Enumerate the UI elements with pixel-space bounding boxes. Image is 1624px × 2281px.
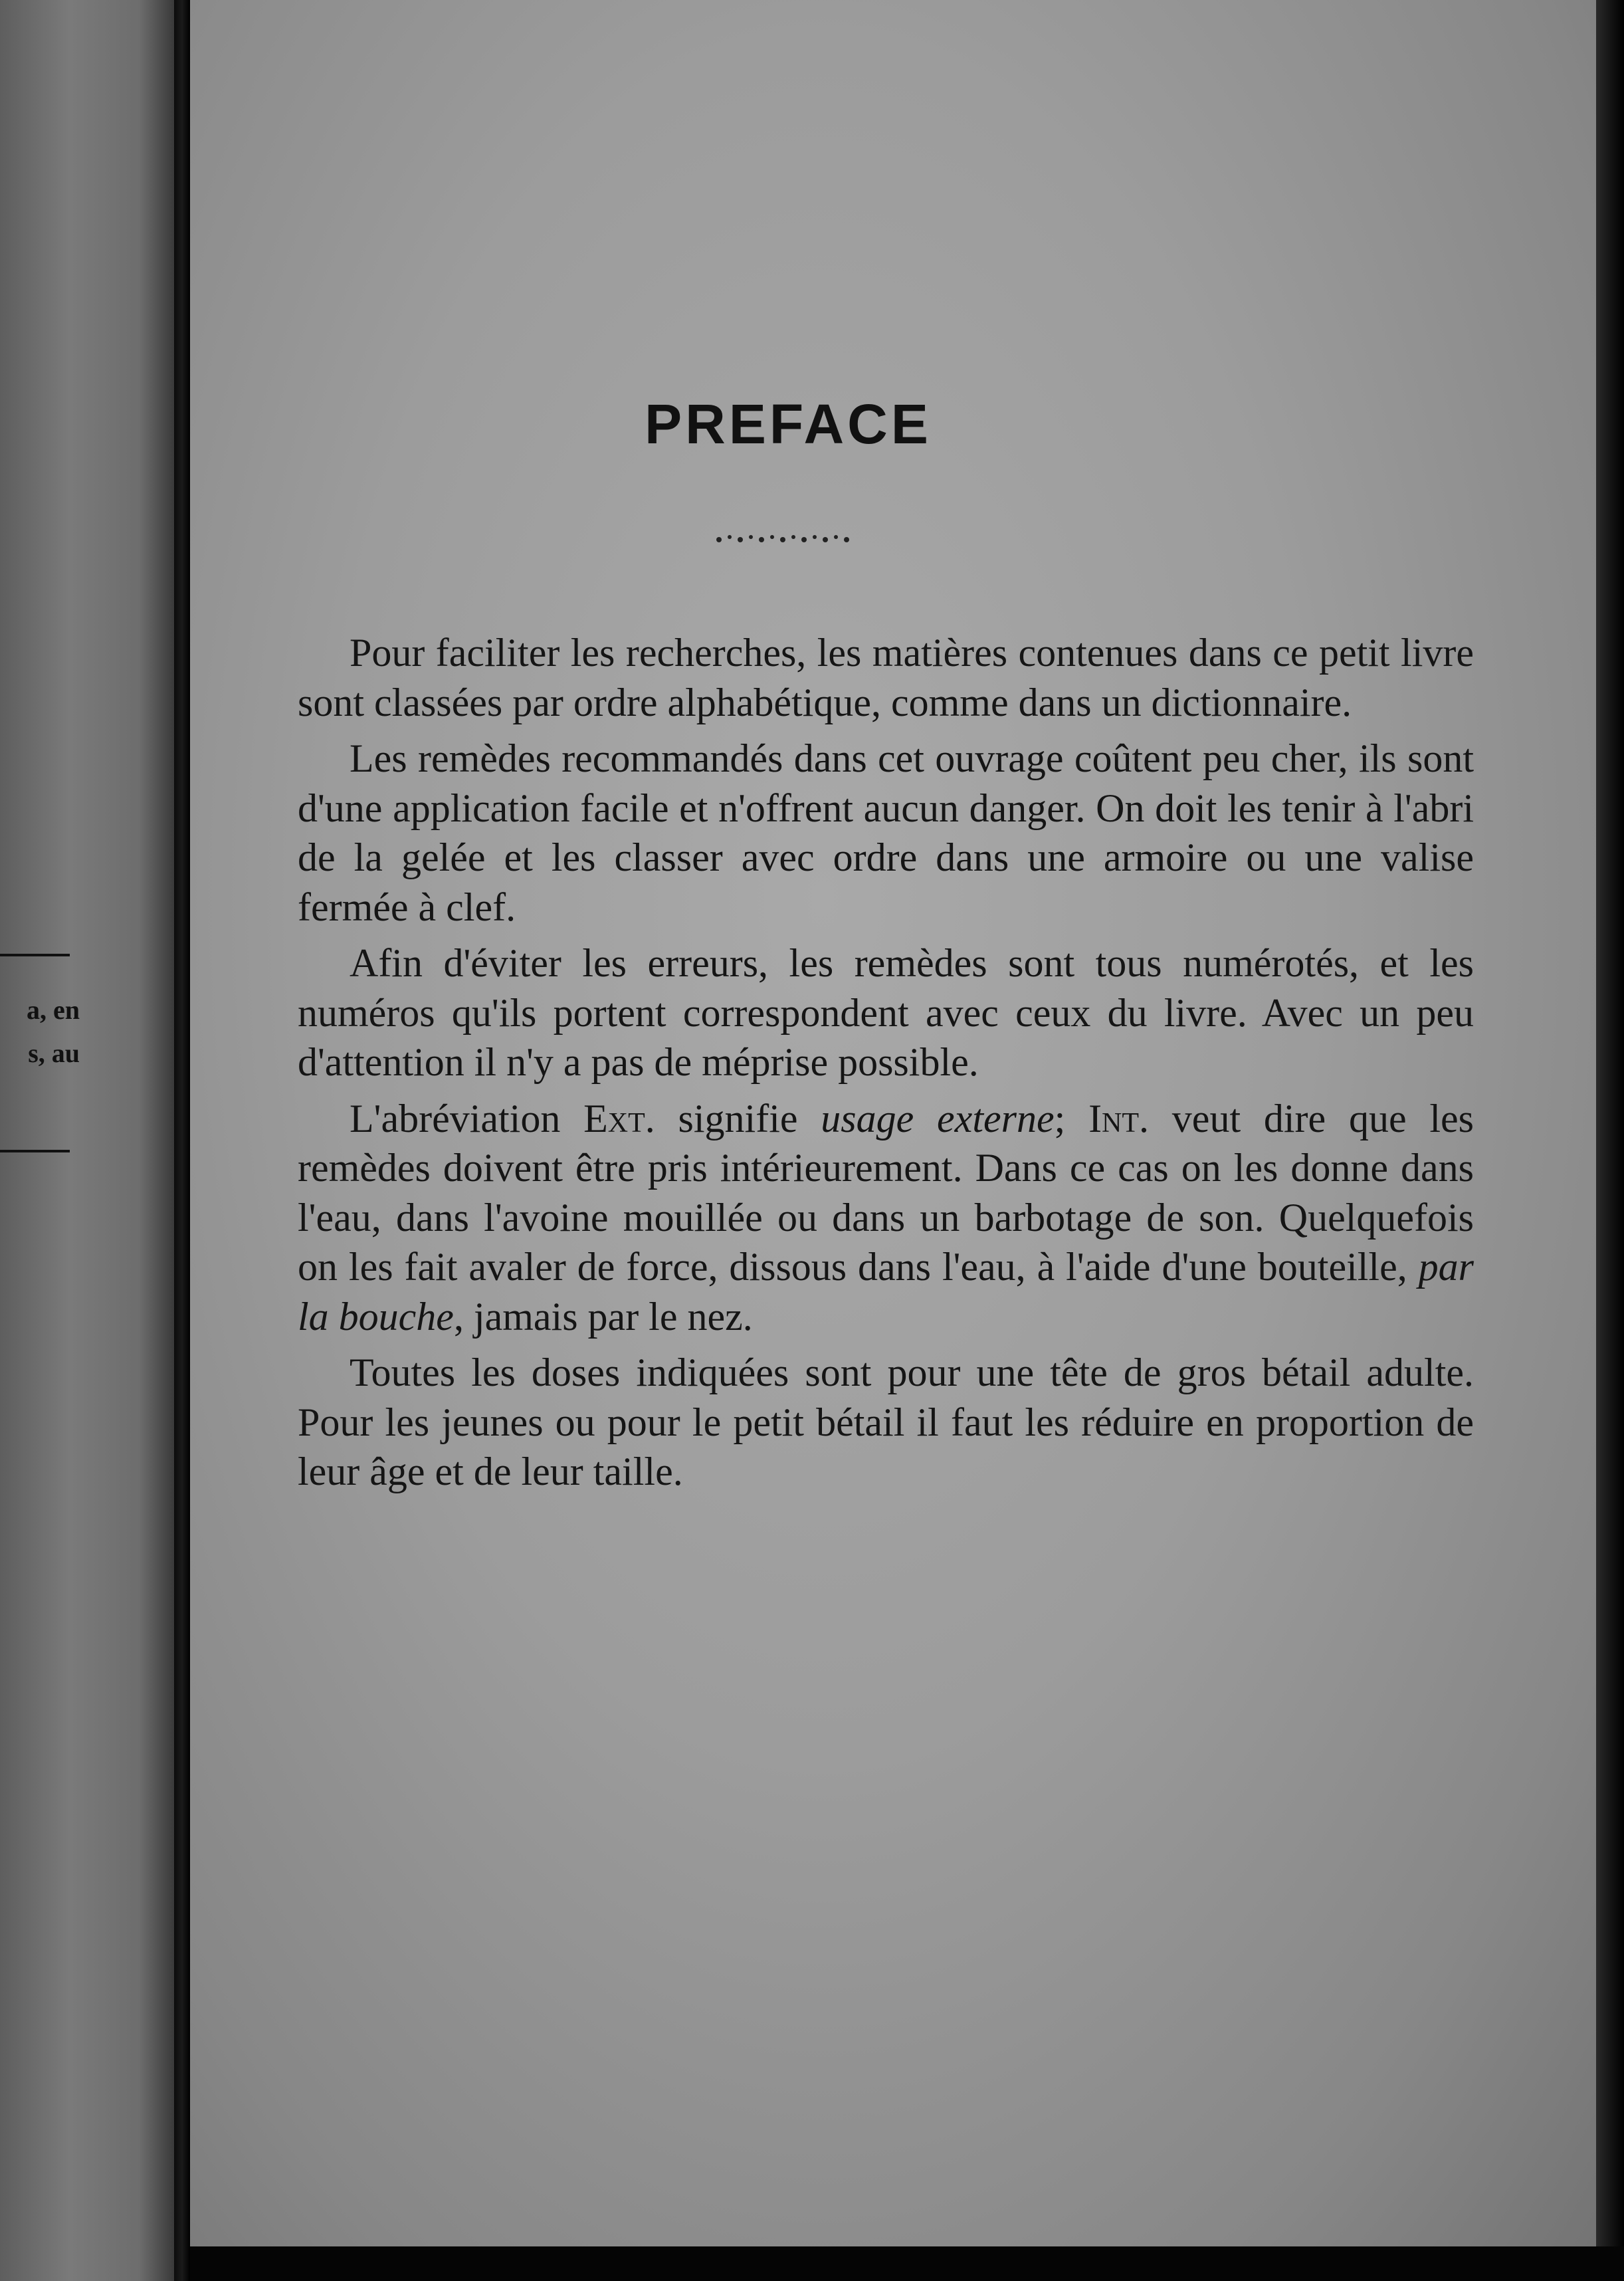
paragraph-4-text: , jamais par le nez.	[453, 1294, 753, 1339]
italic-par-la-bouche: par la bouche	[298, 1245, 1474, 1339]
paragraph-4-text: L'abréviation	[350, 1096, 584, 1140]
scan-border-right	[1596, 0, 1624, 2281]
page-title: PREFACE	[645, 393, 932, 455]
paragraph-4-text: signifie	[655, 1096, 821, 1140]
adjacent-page-edge	[0, 0, 174, 2281]
title-ornament	[715, 532, 856, 545]
abbrev-ext: Ext.	[583, 1096, 655, 1140]
paragraph-2: Les remèdes recommandés dans cet ouvrage coûtent peu cher, ils sont d'une application facile et n'offrent aucun danger. On doit les tenir à l'abri de la gelée et les classer avec ordre dans une armoire ou une valise fermée à clef.	[298, 736, 1474, 929]
book-binding	[174, 0, 190, 2281]
abbrev-int: Int.	[1088, 1096, 1150, 1140]
scan-border-bottom	[190, 2246, 1624, 2281]
left-page-snippet-1: a, en	[27, 995, 80, 1025]
left-page-rule-top	[0, 954, 70, 956]
paragraph-5: Toutes les doses indiquées sont pour une tête de gros bétail adulte. Pour les jeunes ou pour le petit bétail il faut les réduire en proportion de leur âge et de leur taille.	[298, 1351, 1474, 1493]
paragraph-3: Afin d'éviter les erreurs, les remèdes sont tous numérotés, et les numéros qu'ils portent correspondent avec ceux du livre. Avec un peu d'attention il n'y a pas de méprise possible.	[298, 941, 1474, 1084]
paragraph-1: Pour faciliter les recherches, les matières contenues dans ce petit livre sont classées par ordre alphabétique, comme dans un dictionnaire.	[298, 631, 1474, 724]
paragraph-4	[298, 1094, 1474, 1342]
paragraph-4-text: veut dire que les remèdes doivent être pris intérieurement. Dans ce cas on les donne dans l'eau, dans l'avoine mouillée ou dans un barbotage de son. Quelquefois on les fait avaler de force, dissous dans l'eau, à l'aide d'une bouteille,	[298, 1096, 1474, 1289]
preface-page	[190, 0, 1596, 2246]
preface-body	[298, 628, 1474, 1497]
left-page-snippet-2: s, au	[28, 1038, 80, 1068]
paragraph-4-text: ;	[1054, 1096, 1089, 1140]
left-page-rule-bottom	[0, 1150, 70, 1152]
italic-usage-externe: usage externe	[821, 1096, 1055, 1140]
